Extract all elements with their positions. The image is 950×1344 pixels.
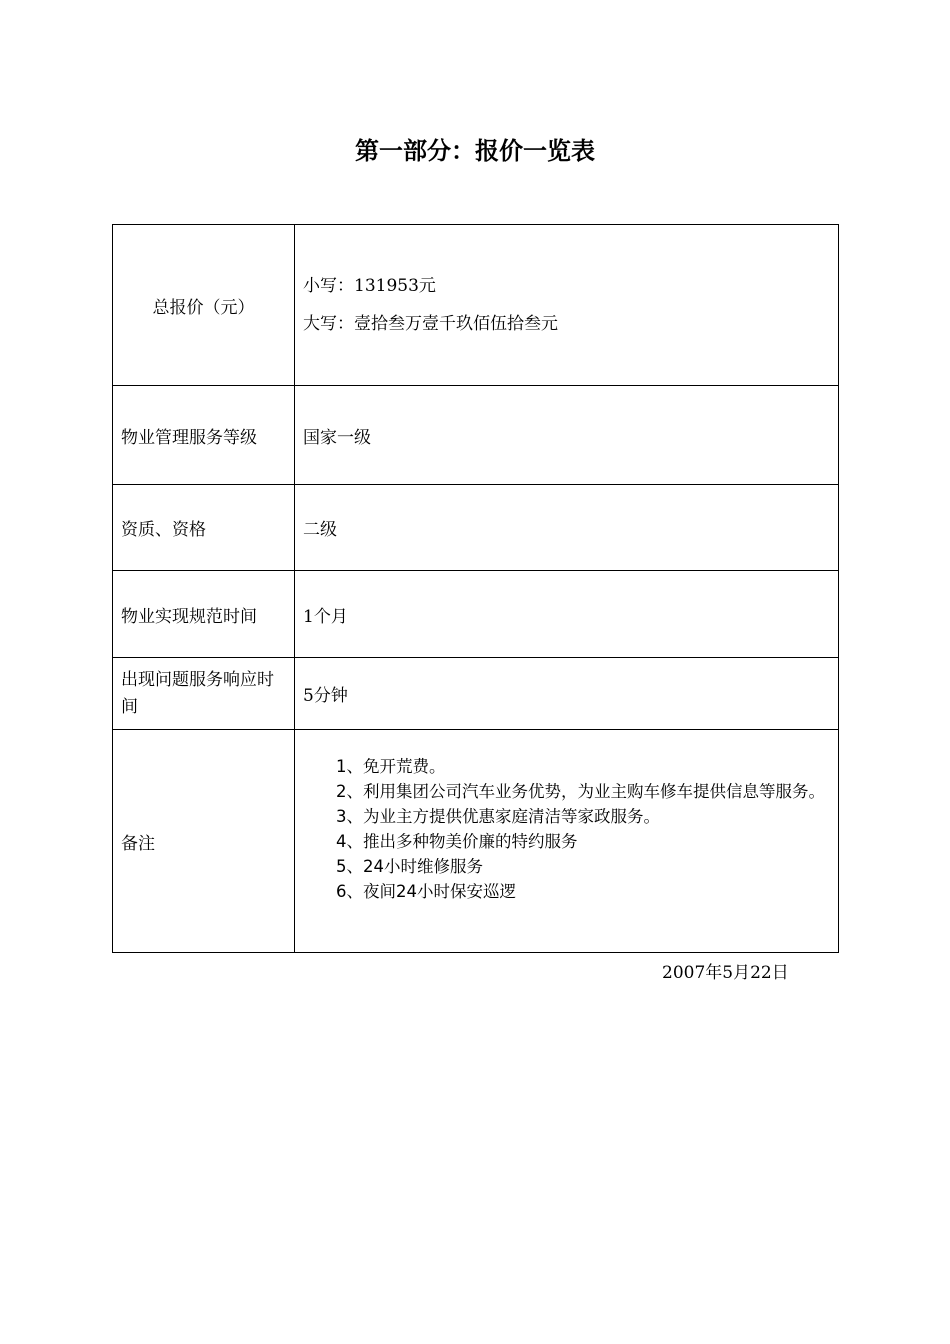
table-row-standard-time [113, 571, 839, 658]
response-time-label [113, 658, 295, 730]
page-title: 第一部分：报价一览表 [355, 137, 595, 165]
standard-time-label: 物业实现规范时间 [113, 571, 295, 658]
table-row-service-level [113, 386, 839, 485]
remark-item: 1、免开荒费。 [336, 756, 446, 776]
total-price-label: 总报价（元） [113, 225, 295, 386]
small-label: 小写： [303, 276, 354, 296]
quote-table [112, 224, 839, 953]
remark-item: 6、夜间24小时保安巡逻 [336, 881, 516, 901]
total-price-small [303, 267, 830, 305]
table-row-total-price [113, 225, 839, 386]
remarks-spacer [303, 904, 830, 929]
small-value: 131953元 [354, 276, 436, 296]
standard-time-value: 1个月 [295, 571, 839, 658]
remark-item: 5、24小时维修服务 [336, 856, 483, 876]
remark-item: 3、为业主方提供优惠家庭清洁等家政服务。 [336, 806, 660, 826]
qualification-label: 资质、资格 [113, 485, 295, 571]
qualification-value: 二级 [295, 485, 839, 571]
remarks-label: 备注 [113, 730, 295, 953]
remarks-content [295, 730, 839, 953]
response-time-value: 5分钟 [295, 658, 839, 730]
table-row-remarks [113, 730, 839, 953]
remark-item: 2、利用集团公司汽车业务优势，为业主购车修车提供信息等服务。 [336, 781, 825, 801]
table-row-response-time [113, 658, 839, 730]
service-level-value: 国家一级 [295, 386, 839, 485]
document-date: 2007年5月22日 [662, 963, 789, 983]
response-time-label-text: 出现问题服务响应时间 [121, 669, 274, 717]
big-label: 大写： [303, 314, 354, 334]
total-price-big [303, 305, 830, 343]
service-level-label: 物业管理服务等级 [113, 386, 295, 485]
table-row-qualification [113, 485, 839, 571]
big-value: 壹拾叁万壹千玖佰伍拾叁元 [354, 314, 558, 334]
total-price-value [295, 225, 839, 386]
remark-item: 4、推出多种物美价廉的特约服务 [336, 831, 578, 851]
